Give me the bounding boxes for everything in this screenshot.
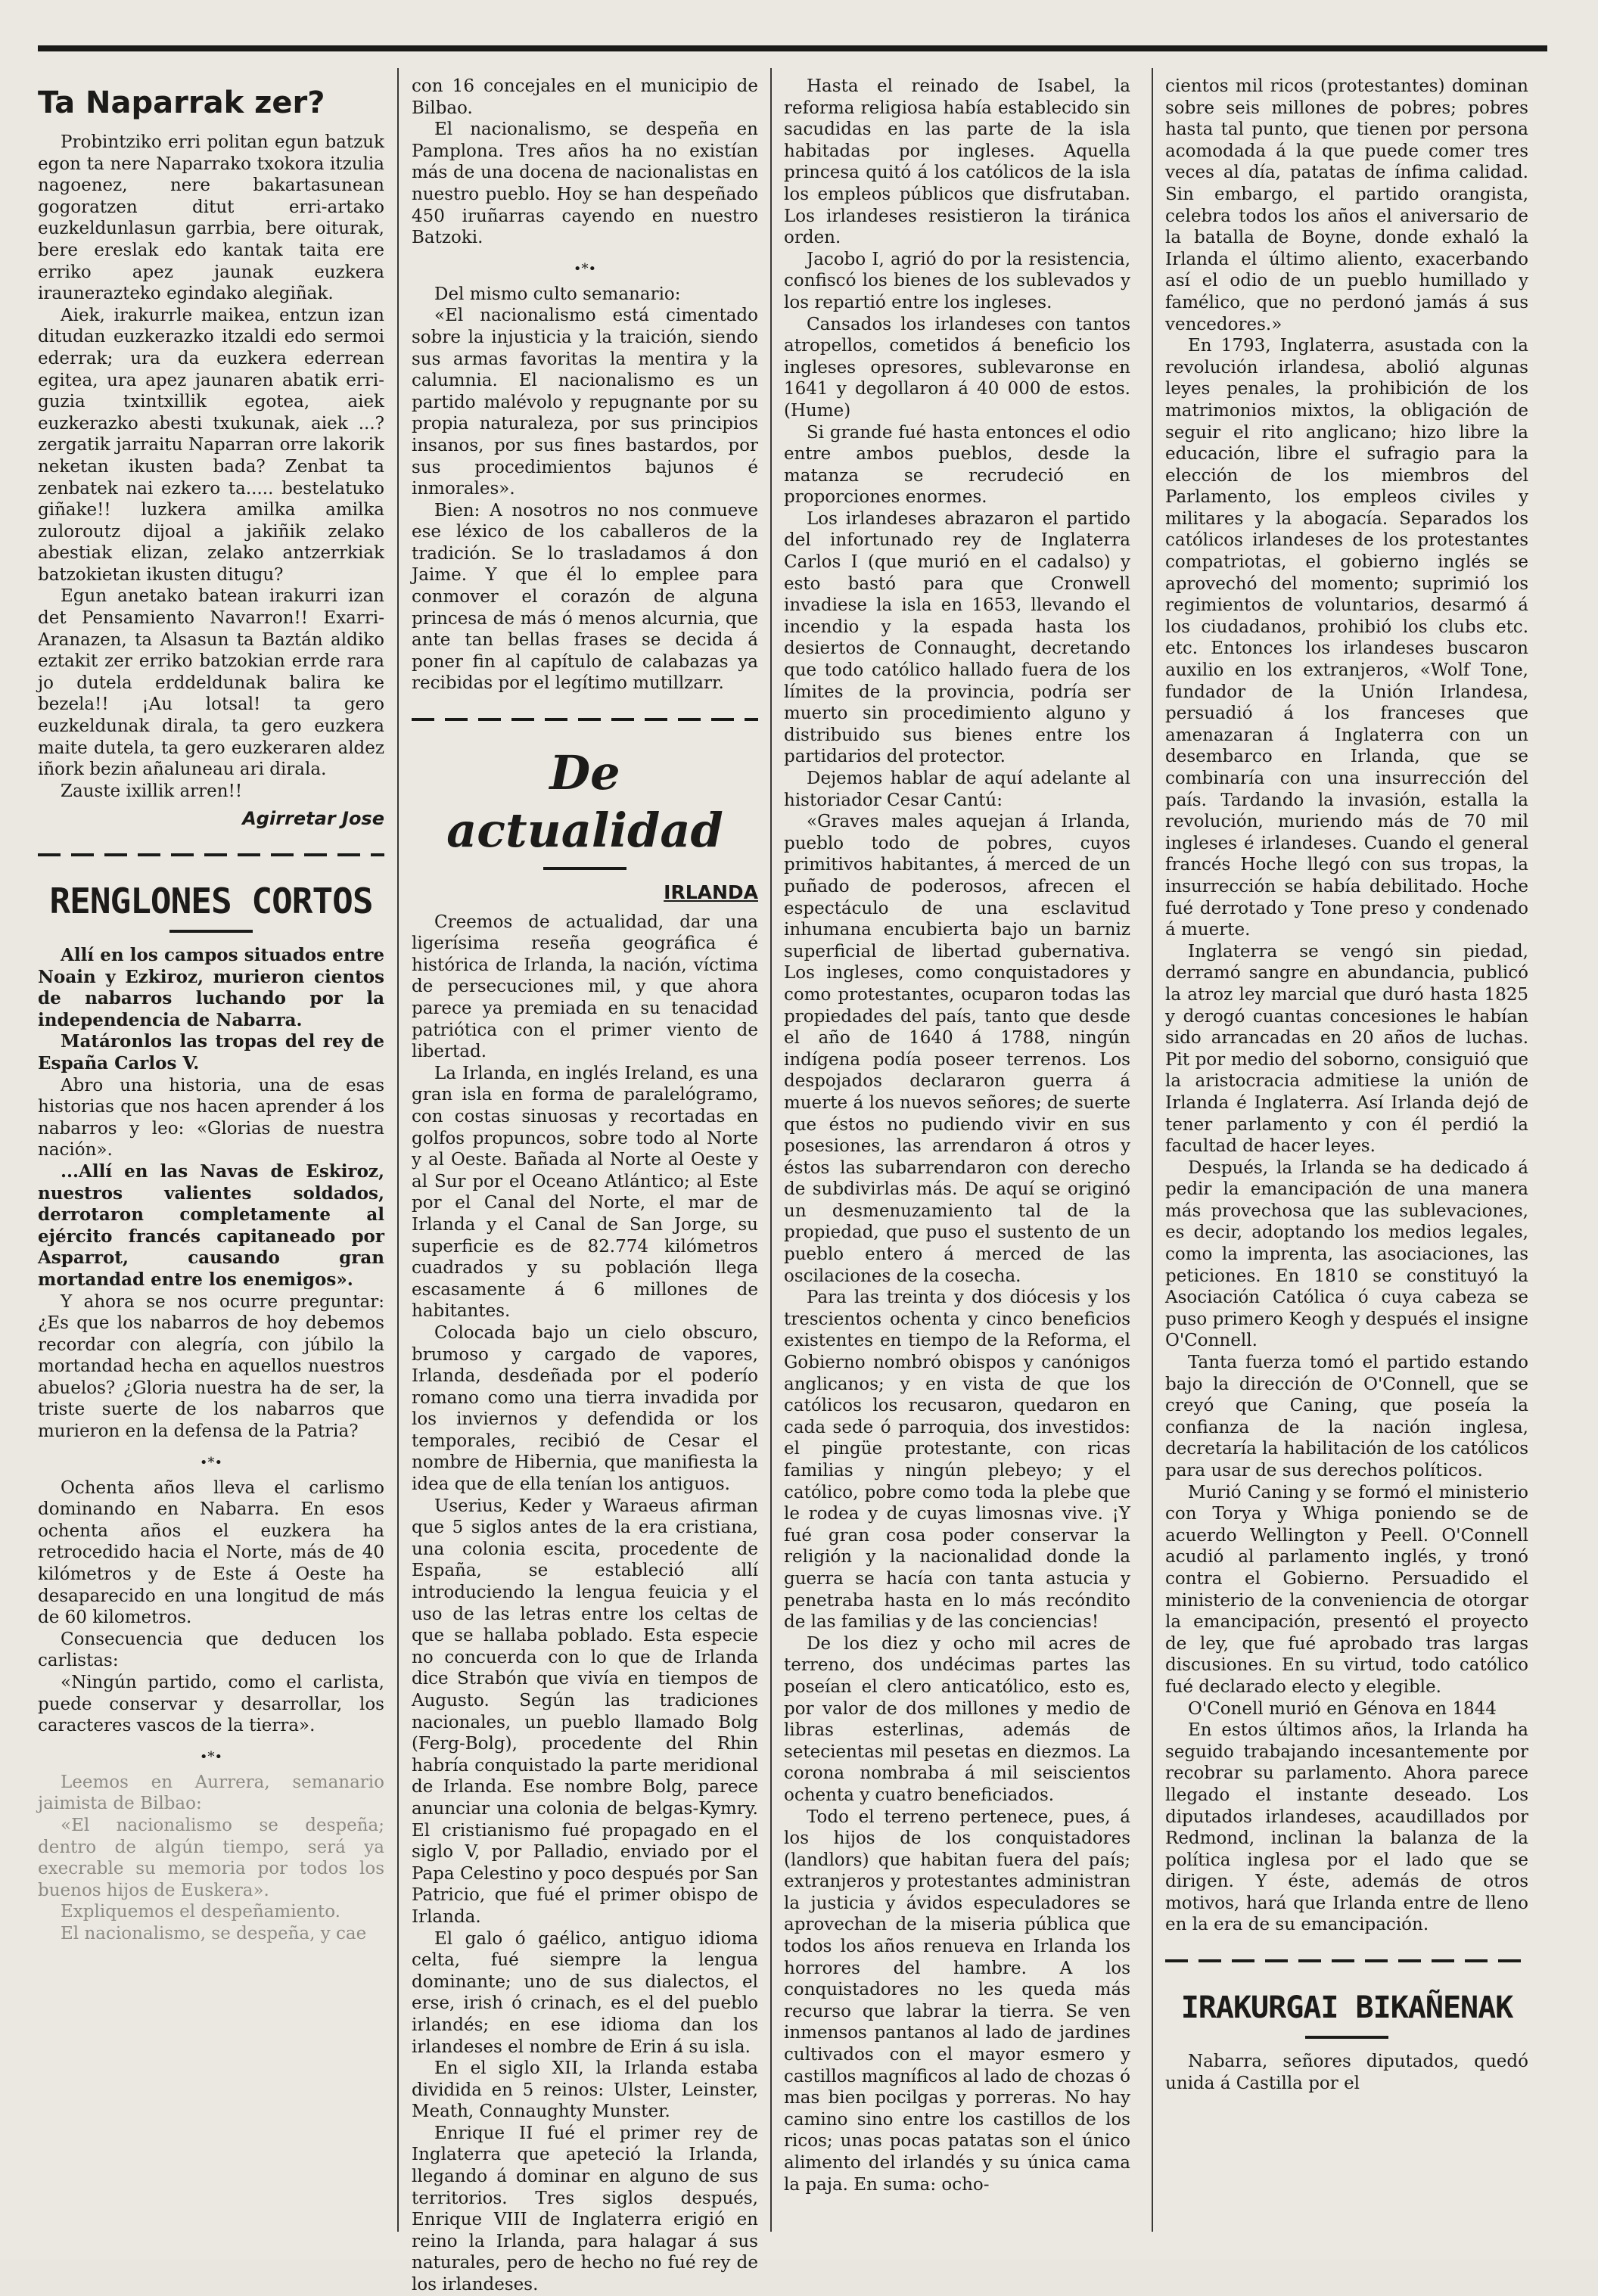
heading-ornament (1305, 2036, 1388, 2039)
column-4 (1165, 76, 1528, 2239)
paragraph: ...Allí en las Navas de Eskiroz, nuestros valientes soldados, derrotaron completamente al ejército francés capitaneado por Asparrot, causando gran mortandad entre los enemigos». (38, 1160, 384, 1290)
section-heading-renglones: RENGLONES CORTOS (49, 881, 373, 921)
paragraph: cientos mil ricos (protestantes) dominan sobre seis millones de pobres; pobres hasta tal punto, que tienen por persona acomodada á la que puede comer tres veces al día, patatas de ínfima calidad. Sin embargo, el partido orangista, celebra todos los años el aniversario de la batalla de Boyne, donde exhaló la Irlanda el último aliento, exacerbando así el odio de un pueblo humillado y famélico, que no perdonó jamás á sus vencedores.» (1165, 76, 1528, 334)
column-rule (397, 68, 399, 2232)
paragraph: Consecuencia que deducen los carlistas: (38, 1629, 384, 1671)
paragraph: En el siglo XII, la Irlanda estaba dividida en 5 reinos: Ulster, Leinster, Meath, Connaughty Munster. (412, 2058, 758, 2122)
paragraph: «Ningún partido, como el carlista, puede conservar y desarrollar, los caracteres vascos de la tierra». (38, 1673, 384, 1736)
paragraph: Dejemos hablar de aquí adelante al historiador Cesar Cantú: (784, 769, 1130, 810)
paragraph: Cansados los irlandeses con tantos atropellos, cometidos á beneficio los ingleses opresores, sublevaronse en 1641 y degollaron á 40 000 de estos. (Hume) (784, 314, 1130, 421)
paragraph: Bien: A nosotros no nos conmueve ese léxico de los caballeros de la tradición. Se lo trasladamos á don Jaime. Y que él lo emplee para conmover el corazón de alguna princesa de más ó menos alcurnia, que ante tan bellas frases se decida á poner fin al capítulo de calabazas ya recibidas por el legítimo mutillzarr. (412, 500, 758, 694)
paragraph: Si grande fué hasta entonces el odio entre ambos pueblos, desde la matanza se recrudeció en proporciones enormes. (784, 422, 1130, 508)
paragraph: Leemos en Aurrera, semanario jaimista de Bilbao: (38, 1772, 384, 1814)
column-rule (770, 68, 772, 2232)
paragraph: Egun anetako batean irakurri izan det Pensamiento Navarron!! Exarri-Aranazen, ta Alsasun ta Baztán aldiko eztakit zer erriko batzokian errde rara jo dutela erddeldunak balira ke bezela!! ¡Au lotsal! ta gero euzkeldunak dirala, ta gero euzkera maite dutela, ta gero euzkeraren aldez iñork bezin añaluneau ari dirala. (38, 586, 384, 780)
article-heading-naparrak: Ta Naparrak zer? (38, 85, 325, 120)
top-rule (38, 45, 1547, 51)
paragraph: Matáronlos las tropas del rey de España Carlos V. (38, 1031, 384, 1073)
paragraph: Murió Caning y se formó el ministerio con Torya y Whiga poniendo se de acuerdo Wellington y Peell. O'Connell acudió al parlamento inglés, y tronó contra el Gobierno. Persuadido el ministerio de la conveniencia de otorgar la emancipación, presentó el proyecto de ley, que fué aprobado tras largas discusiones. En su virtud, todo católico fué declarado electo y elegible. (1165, 1482, 1528, 1697)
paragraph: Para las treinta y dos diócesis y los trescientos ochenta y cinco beneficios existentes en tiempo de la Reforma, el Gobierno nombró obispos y canónigos anglicanos; y en vista de que los católicos los recusaron, quedaron en cada sede ó parroquia, dos investidos: el pingüe protestante, con ricas familias y ningún plebeyo; y el católico, pobre como toda la plebe que le rodea y de cuyas limosnas vive. ¡Y fué gran cosa poder conservar la religión y la nacionalidad donde la guerra se hacía con tanta astucia y penetraba hasta en lo más recóndito de las familias y de las conciencias! (784, 1288, 1130, 1633)
paragraph: Creemos de actualidad, dar una ligerísima reseña geográfica é histórica de Irlanda, la nación, víctima de persecuciones mil, y que ahora parece ya premiada en su tenacidad patriótica con el primer viento de libertad. (412, 912, 758, 1062)
paragraph: Aiek, irakurrle maikea, entzun izan ditudan euzkerazko itzaldi edo sermoi ederrak; ura da euzkera ederrean egitea, ura apez jaunaren abatik erri-guzia txintxillik egotea, aiek euzkerazko abesti txukunak, aiek ...? zergatik jarraitu Naparran orre lakorik neketan ikusten bada? Zenbat ta zenbatek nai ezkero ta..... bestelatuko giñake!! luzkera amilka amilka zuloroutz dijoal a jakiñik zelako abestiak elizan, zelako antzerrkiak batzokietan ikusten ditugu? (38, 305, 384, 585)
column-3 (784, 76, 1130, 2239)
heading-ornament (543, 867, 626, 870)
paragraph: «El nacionalismo se despeña; dentro de algún tiempo, será ya execrable su memoria por todos los buenos hijos de Euskera». (38, 1815, 384, 1900)
column-1 (38, 76, 384, 2239)
paragraph: Zauste ixillik arren!! (61, 781, 243, 801)
asterism: •*• (199, 1748, 223, 1765)
article-heading-irlanda: IRLANDA (664, 881, 758, 904)
paragraph: Tanta fuerza tomó el partido estando bajo la dirección de O'Connell, que se creyó que Caning, que poseía la confianza de la nación inglesa, decretaría la habilitación de los católicos para usar de sus derechos políticos. (1165, 1353, 1528, 1480)
paragraph: En estos últimos años, la Irlanda ha seguido trabajando incesantemente por recobrar su parlamento. Ahora parece llegado el instante deseado. Los diputados irlandeses, acaudillados por Redmond, inclinan la balanza de la política inglesa por el lado que se dirigen. Y éste, además de otros motivos, hará que Irlanda entre de lleno en la era de su emancipación. (1165, 1720, 1528, 1935)
paragraph: El nacionalismo, se despeña, y cae (61, 1923, 367, 1943)
paragraph: La Irlanda, en inglés Ireland, es una gran isla en forma de paralelógramo, con costas sinuosas y recortadas en golfos propuncos, sobre todo al Norte y al Oeste. Bañada al Norte al Oeste y al Sur por el Oceano Atlántico; al Este por el Canal del Norte, el mar de Irlanda y el Canal de San Jorge, su superficie es de 82.774 kilómetros cuadrados y su población llega escasamente á 6 millones de habitantes. (412, 1063, 758, 1322)
paragraph: Inglaterra se vengó sin piedad, derramó sangre en abundancia, publicó la atroz ley marcial que duró hasta 1825 y derogó cuantas concesiones le habían sido arrancadas en 20 años de luchas. Pit por medio del soborno, consiguió que la aristocracia admitiese la unión de Irlanda é Inglaterra. Así Irlanda dejó de tener parlamento y con él perdió la facultad de hacer leyes. (1165, 941, 1528, 1157)
paragraph: Enrique II fué el primer rey de Inglaterra que apeteció la Irlanda, llegando á dominar en alguno de sus territorios. Tres siglos después, Enrique VIII de Inglaterra erigió en reino la Irlanda, para halagar á sus naturales, pero de hecho no fué rey de los irlandeses. (412, 2123, 758, 2295)
section-divider (1165, 1956, 1528, 1966)
paragraph: Jacobo I, agrió do por la resistencia, confiscó los bienes de los sublevados y los repartió entre los ingleses. (784, 249, 1130, 312)
paragraph: con 16 concejales en el municipio de Bilbao. (412, 76, 758, 118)
column-rule (1152, 68, 1153, 2232)
paragraph: «El nacionalismo está cimentado sobre la injusticia y la traición, siendo sus armas favoritas la mentira y la calumnia. El nacionalismo es un partido malévolo y repugnante por su propia naturaleza, por sus principios insanos, por sus fines bastardos, por sus procedimientos bajunos é inmorales». (412, 306, 758, 499)
section-divider (412, 714, 758, 725)
asterism: •*• (573, 260, 597, 277)
paragraph: O'Conell murió en Génova en 1844 (1188, 1698, 1497, 1719)
paragraph: Hasta el reinado de Isabel, la reforma religiosa había establecido sin sacudidas en las parte de la isla habitadas por ingleses. Aquella princesa quitó á los católicos de la isla los empleos públicos que disfrutaban. Los irlandeses resistieron la tiránica orden. (784, 76, 1130, 248)
paragraph: Expliquemos el despeñamiento. (61, 1902, 340, 1922)
paragraph: Nabarra, señores diputados, quedó unida á Castilla por el (1165, 2052, 1528, 2093)
paragraph: Allí en los campos situados entre Noain y Ezkiroz, murieron cientos de nabarros luchando por la independencia de Nabarra. (38, 945, 384, 1030)
heading-ornament (169, 930, 253, 933)
paragraph: Ochenta años lleva el carlismo dominando en Nabarra. En esos ochenta años el euzkera ha retrocedido hacia el Norte, más de 40 kilómetros y de Este á Oeste ha desaparecido en una longitud de más de 60 kilometros. (38, 1477, 384, 1628)
paragraph: Los irlandeses abrazaron el partido del infortunado rey de Inglaterra Carlos I (que murió en el cadalso) y esto bastó para que Cronwell invadiese la isla en 1653, llevando el incendio y la espada hasta los desiertos de Connaught, decretando que todo católico hallado fuera de los límites de la provincia, podría ser muerto sin procedimiento alguno y distribuido sus bienes entre los partidarios del protector. (784, 508, 1130, 767)
section-heading-actualidad: De actualidad (446, 745, 723, 859)
asterism: •*• (199, 1454, 223, 1471)
section-divider (38, 850, 384, 860)
paragraph: De los diez y ocho mil acres de terreno, dos undécimas partes las poseían el clero anticatólico, esto es, por valor de dos millones y medio de libras esterlinas, además de setecientas mil pesetas en diezmos. La corona nombraba á mil seiscientos ochenta y cuatro beneficiados. (784, 1633, 1130, 1805)
paragraph: Todo el terreno pertenece, pues, á los hijos de los conquistadores (landlors) que habitan fuera del país; extranjeros y protestantes administran la justicia y ávidos especuladores se aprovechan de la miseria pública que todos los años renueva en Irlanda los horrores del hambre. A los conquistadores no les queda más recurso que labrar la tierra. Se ven inmensos pantanos al lado de jardines cultivados con el mayor esmero y castillos magníficos al lado de chozas ó mas bien pocilgas y porreras. No hay camino sino entre los castillos de los ricos; unas pocas patatas son el único alimento del irlandés y su única cama la paja. En suma: ocho- (784, 1807, 1130, 2195)
article-signature: Agirretar Jose (242, 808, 384, 830)
paragraph: «Graves males aquejan á Irlanda, pueblo todo de pobres, cuyos primitivos habitantes, á merced de un puñado de poderosos, afrecen el espectáculo de una esclavitud inhumana encubierta bajo un barniz superficial de libertad gubernativa. Los ingleses, como conquistadores y como protestantes, ocuparon todas las propiedades del país, tanto que desde el año de 1640 á 1788, ningún indígena podía poseer terrenos. Los despojados declararon guerra á muerte á los nuevos señores; de suerte que éstos no pudiendo vivir en sus posesiones, las arrendaron á otros y éstos las subarrendaron con derecho de subdivirlas más. De aquí se originó un desmenuzamiento tal de la propiedad, que puso el sustento de un pueblo entero á merced de las oscilaciones de la cosecha. (784, 812, 1130, 1286)
paragraph: Y ahora se nos ocurre preguntar: ¿Es que los nabarros de hoy debemos recordar con alegría, con júbilo la mortandad hecha en aquellos nuestros abuelos? ¿Gloria nuestra ha de ser, la triste suerte de los nabarros que murieron en la defensa de la Patria? (38, 1291, 384, 1442)
paragraph: El galo ó gaélico, antiguo idioma celta, fué siempre la lengua dominante; uno de sus dialectos, el erse, irish ó crinach, es el del pueblo irlandés; en ese idioma dan los irlandeses el nombre de Erin á su isla. (412, 1928, 758, 2057)
paragraph: Del mismo culto semanario: (434, 284, 681, 304)
paragraph: El nacionalismo, se despeña en Pamplona. Tres años ha no existían más de una docena de nacionalistas en nuestro pueblo. Hoy se han despeñado 450 iruñarras cayendo en nuestro Batzoki. (412, 120, 758, 248)
paragraph: Colocada bajo un cielo obscuro, brumoso y cargado de vapores, Irlanda, desdeñada por el poderío romano como una tierra invadida por los inviernos y defendida or los temporales, recibió de Cesar el nombre de Hibernia, que manifiesta la idea que de ella tenían los antiguos. (412, 1322, 758, 1495)
section-heading-irakurgai: IRAKURGAI BIKAÑENAK (1180, 1990, 1513, 2026)
paragraph: En 1793, Inglaterra, asustada con la revolución irlandesa, abolió algunas leyes penales, la prohibición de los matrimonios mixtos, la obligación de seguir el rito anglicano; hizo libre la educación, libre el sufragio para la elección de los miembros del Parlamento, los empleos civiles y militares y la abogacía. Separados los católicos irlandeses de los protestantes compatriotas, el gobierno inglés se aprovechó del momento; suprimió los regimientos de voluntarios, desarmó á los ciudadanos, prohibió los clubs etc. etc. Entonces los irlandeses buscaron auxilio en los extranjeros, «Wolf Tone, fundador de la Unión Irlandesa, persuadió á los franceses que amenazaran á Inglaterra con un desembarco en Irlanda, que se combinaría con una insurrección del país. Tardando la invasión, estalla la revolución, muriendo más de 70 mil ingleses é irlandeses. Cuando el general francés Hoche llegó con sus tropas, la insurrección se había debilitado. Hoche fué derrotado y Tone preso y condenado á muerte. (1165, 336, 1528, 940)
paragraph: Userius, Keder y Waraeus afirman que 5 siglos antes de la era cristiana, una colonia escita, procedente de España, se estableció allí introduciendo la lengua feuicia y el uso de las letras entre los celtas de que se hallaba poblado. Esta especie no concuerda con lo que de Irlanda dice Strabón que vivía en tiempos de Augusto. Según las tradiciones nacionales, un pueblo llamado Bolg (Ferg-Bolg), procedente del Rhin habría conquistado la parte meridional de Irlanda. Ese nombre Bolg, parece anunciar una colonia de belgas-Kymry. El cristianismo fué propagado en el siglo V, por Palladio, enviado por el Papa Celestino y poco después por San Patricio, que fué el primer obispo de Irlanda. (412, 1496, 758, 1927)
column-2 (412, 76, 758, 2295)
paragraph: Abro una historia, una de esas historias que nos hacen aprender á los nabarros y leo: «Glorias de nuestra nación». (38, 1075, 384, 1160)
paragraph: Después, la Irlanda se ha dedicado á pedir la emancipación de una manera más provechosa que las sublevaciones, es decir, adoptando los medios legales, como la imprenta, las asociaciones, las peticiones. En 1810 se constituyó la Asociación Católica ó cuya cabeza se puso primero Keogh y después el insigne O'Connell. (1165, 1157, 1528, 1351)
paragraph: Probintziko erri politan egun batzuk egon ta nere Naparrako txokora itzulia nagoenez, nere bakartasunean gogoratzen ditut erri-artako euzkeldunlasun garrbia, bere oiturak, bere ereslak edo kantak taita ere erriko apez jaunak euzkera iraunerazteko egindako alegiñak. (38, 132, 384, 304)
